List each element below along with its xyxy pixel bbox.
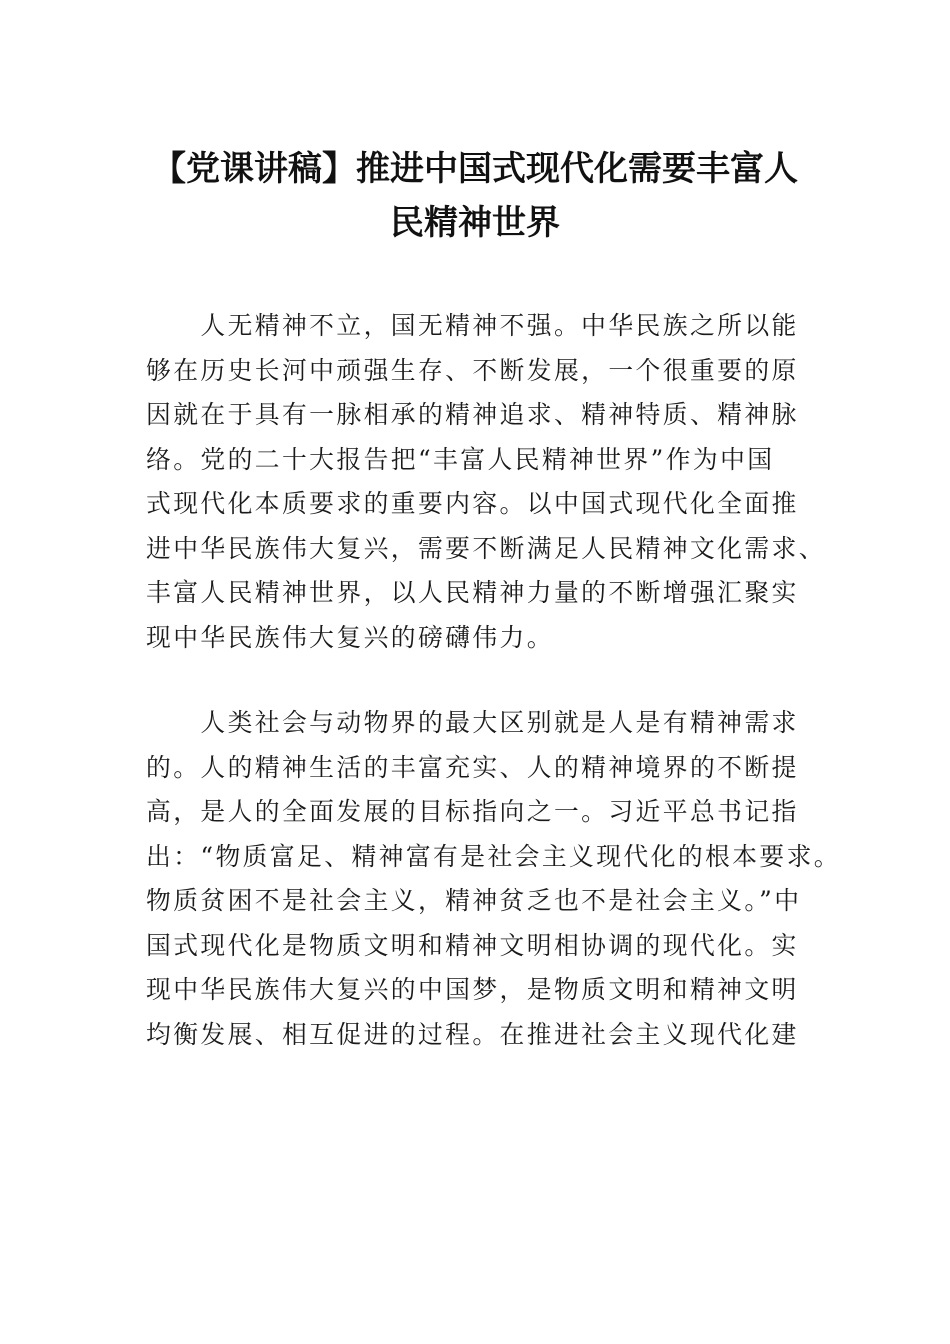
paragraph-2: [146, 701, 842, 1057]
text-line: 国式现代化是物质文明和精神文明相协调的现代化。实: [146, 930, 799, 960]
text-line: 出：“物质富足、精神富有是社会主义现代化的根本要求。: [146, 841, 842, 871]
text-line: 的。人的精神生活的丰富充实、人的精神境界的不断提: [146, 752, 799, 782]
title-line: 【党课讲稿】推进中国式现代化需要丰富人: [152, 149, 798, 189]
text-line: 进中华民族伟大复兴，需要不断满足人民精神文化需求、: [146, 533, 826, 563]
text-line: 人无精神不立，国无精神不强。中华民族之所以能: [146, 311, 799, 340]
text-line: 络。党的二十大报告把“丰富人民精神世界”作为中国: [146, 444, 775, 474]
text-line: 现中华民族伟大复兴的中国梦，是物质文明和精神文明: [146, 975, 799, 1004]
text-line: 够在历史长河中顽强生存、不断发展，一个很重要的原: [146, 355, 799, 385]
document-title: [130, 142, 820, 250]
text-line: 均衡发展、相互促进的过程。在推进社会主义现代化建: [146, 1019, 799, 1049]
text-line: 人类社会与动物界的最大区别就是人是有精神需求: [146, 708, 799, 737]
text-line: 物质贫困不是社会主义，精神贫乏也不是社会主义。”中: [146, 886, 802, 915]
text-line: 丰富人民精神世界，以人民精神力量的不断增强汇聚实: [146, 578, 799, 607]
paragraph-1: [146, 304, 826, 660]
text-line: 高，是人的全面发展的目标指向之一。习近平总书记指: [146, 797, 799, 826]
text-line: 现中华民族伟大复兴的磅礴伟力。: [146, 622, 554, 652]
title-line: 民精神世界: [390, 203, 560, 243]
text-line: 因就在于具有一脉相承的精神追求、精神特质、精神脉: [146, 400, 799, 429]
text-line: 式现代化本质要求的重要内容。以中国式现代化全面推: [146, 489, 799, 518]
